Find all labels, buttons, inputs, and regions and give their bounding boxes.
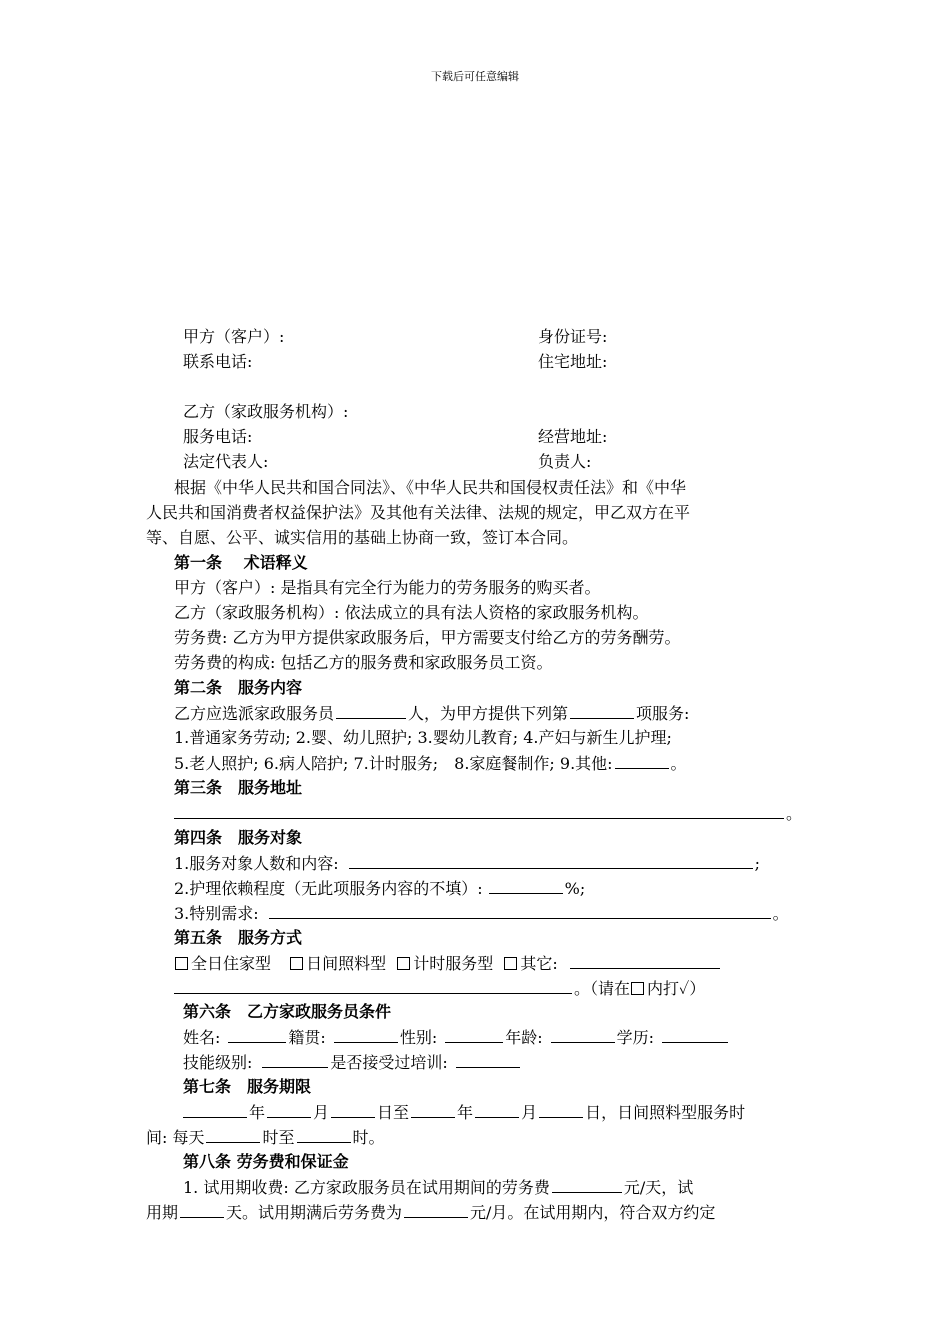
service-phone-label: 服务电话: xyxy=(183,427,253,446)
date-label: 月 xyxy=(313,1103,330,1122)
article-6-title: 第六条 乙方家政服务员条件 xyxy=(183,1002,392,1021)
gender-field[interactable] xyxy=(445,1025,503,1043)
service-mode-options xyxy=(174,951,722,976)
monthly-fee-field[interactable] xyxy=(404,1200,468,1218)
preamble-line-1: 根据《中华人民共和国合同法》、《中华人民共和国侵权责任法》和《中华 xyxy=(174,478,687,497)
other-mode-field[interactable] xyxy=(570,951,720,969)
age-label: 年龄: xyxy=(505,1028,543,1047)
date-label: 日，日间照料型服务时 xyxy=(585,1103,746,1122)
person-in-charge-label: 负责人: xyxy=(538,452,592,471)
time-label: 间: 每天 xyxy=(146,1128,205,1147)
date-label: 日至 xyxy=(377,1103,410,1122)
option-label: 全日住家型 xyxy=(191,954,272,973)
service-address-line xyxy=(174,801,802,826)
education-field[interactable] xyxy=(662,1025,728,1043)
checkbox-live-in[interactable] xyxy=(175,957,188,970)
service-items-field[interactable] xyxy=(570,701,634,719)
contact-phone-label: 联系电话: xyxy=(183,352,253,371)
article-4-text: 1.服务对象人数和内容: xyxy=(174,854,339,873)
name-label: 姓名: xyxy=(183,1028,221,1047)
trained-label: 是否接受过培训: xyxy=(330,1053,448,1072)
party-b-label: 乙方（家政服务机构）: xyxy=(183,402,349,421)
id-number-label: 身份证号: xyxy=(538,327,608,346)
name-field[interactable] xyxy=(228,1025,286,1043)
skill-level-label: 技能级别: xyxy=(183,1053,253,1072)
skill-level-field[interactable] xyxy=(262,1050,328,1068)
legal-representative-label: 法定代表人: xyxy=(183,452,269,471)
start-day-field[interactable] xyxy=(331,1100,375,1118)
date-label: 年 xyxy=(457,1103,474,1122)
trial-days-field[interactable] xyxy=(180,1200,224,1218)
business-address-label: 经营地址: xyxy=(538,427,608,446)
start-hour-field[interactable] xyxy=(206,1125,260,1143)
checkbox-hourly[interactable] xyxy=(397,957,410,970)
article-4-text: 3.特别需求: xyxy=(174,904,259,923)
article-7-line-2 xyxy=(146,1125,385,1150)
end-year-field[interactable] xyxy=(411,1100,455,1118)
checkbox-other[interactable] xyxy=(504,957,517,970)
fee-text: 元/月。在试用期内，符合双方约定 xyxy=(470,1203,716,1222)
article-2-line-3 xyxy=(174,751,687,776)
article-4-text: %; xyxy=(564,879,586,898)
note-text: 内打✓） xyxy=(647,979,706,998)
article-4-text: ; xyxy=(754,854,761,873)
article-2-text: 人，为甲方提供下列第 xyxy=(408,704,569,723)
party-a-label: 甲方（客户）: xyxy=(183,327,285,346)
checkbox-icon xyxy=(631,982,644,995)
article-7-title: 第七条 服务期限 xyxy=(183,1077,312,1096)
article-1-title: 第一条 术语释义 xyxy=(174,553,308,572)
trained-field[interactable] xyxy=(456,1050,520,1068)
time-label: 时。 xyxy=(352,1128,385,1147)
article-2-text: 乙方应选派家政服务员 xyxy=(174,704,335,723)
article-8-title: 第八条 劳务费和保证金 xyxy=(183,1152,349,1171)
article-5-title: 第五条 服务方式 xyxy=(174,928,303,947)
article-4-text: 。 xyxy=(772,904,789,923)
article-4-text: 2.护理依赖程度（无此项服务内容的不填）: xyxy=(174,879,483,898)
gender-label: 性别: xyxy=(399,1028,438,1047)
article-8-line-1 xyxy=(183,1175,693,1200)
article-2-line-1 xyxy=(174,701,689,726)
article-1-line-2: 乙方（家政服务机构）: 依法成立的具有法人资格的家政服务机构。 xyxy=(174,603,649,622)
date-label: 月 xyxy=(521,1103,538,1122)
special-needs-field[interactable] xyxy=(269,901,771,919)
date-label: 年 xyxy=(249,1103,266,1122)
staff-count-field[interactable] xyxy=(336,701,406,719)
article-2-line-2: 1.普通家务劳动; 2.婴、幼儿照护; 3.婴幼儿教育; 4.产妇与新生儿护理; xyxy=(174,728,672,747)
article-2-text: 项服务: xyxy=(636,704,690,723)
article-3-title: 第三条 服务地址 xyxy=(174,778,303,797)
article-4-line-3 xyxy=(174,901,789,926)
page-header-note: 下载后可任意编辑 xyxy=(431,70,519,83)
origin-label: 籍贯: xyxy=(288,1028,326,1047)
note-text: 。（请在 xyxy=(574,979,631,998)
home-address-label: 住宅地址: xyxy=(538,352,608,371)
education-label: 学历: xyxy=(616,1028,655,1047)
article-1-line-4: 劳务费的构成: 包括乙方的服务费和家政服务员工资。 xyxy=(174,653,553,672)
article-6-line-2 xyxy=(183,1050,522,1075)
article-8-line-2 xyxy=(146,1200,715,1225)
article-2-text: 5.老人照护; 6.病人陪护; 7.计时服务; 8.家庭餐制作; 9.其他: xyxy=(174,754,613,773)
option-label: 计时服务型 xyxy=(413,954,494,973)
article-7-line-1 xyxy=(183,1100,745,1125)
preamble-line-2: 人民共和国消费者权益保护法》及其他有关法律、法规的规定，甲乙双方在平 xyxy=(146,503,691,522)
start-year-field[interactable] xyxy=(183,1100,247,1118)
fee-text: 1. 试用期收费: 乙方家政服务员在试用期间的劳务费 xyxy=(183,1178,550,1197)
end-hour-field[interactable] xyxy=(297,1125,351,1143)
start-month-field[interactable] xyxy=(267,1100,311,1118)
preamble-line-3: 等、自愿、公平、诚实信用的基础上协商一致，签订本合同。 xyxy=(146,528,579,547)
article-4-title: 第四条 服务对象 xyxy=(174,828,303,847)
other-service-field[interactable] xyxy=(615,751,669,769)
article-6-line-1 xyxy=(183,1025,730,1050)
checkbox-daytime-care[interactable] xyxy=(290,957,303,970)
trial-daily-fee-field[interactable] xyxy=(552,1175,622,1193)
article-4-line-1 xyxy=(174,851,760,876)
article-3-text: 。 xyxy=(786,804,803,823)
fee-text: 用期 xyxy=(146,1203,179,1222)
end-day-field[interactable] xyxy=(539,1100,583,1118)
dependency-level-field[interactable] xyxy=(489,876,563,894)
service-mode-note xyxy=(174,976,705,1001)
option-label: 其它: xyxy=(520,954,558,973)
article-2-title: 第二条 服务内容 xyxy=(174,678,303,697)
service-recipients-field[interactable] xyxy=(349,851,753,869)
option-label: 日间照料型 xyxy=(306,954,387,973)
end-month-field[interactable] xyxy=(475,1100,519,1118)
article-2-text: 。 xyxy=(670,754,687,773)
origin-field[interactable] xyxy=(334,1025,398,1043)
fee-text: 天。试用期满后劳务费为 xyxy=(226,1203,403,1222)
age-field[interactable] xyxy=(551,1025,615,1043)
article-1-line-1: 甲方（客户）: 是指具有完全行为能力的劳务服务的购买者。 xyxy=(174,578,601,597)
service-address-field[interactable] xyxy=(174,801,784,819)
time-label: 时至 xyxy=(262,1128,295,1147)
article-4-line-2 xyxy=(174,876,585,901)
other-mode-continued-field[interactable] xyxy=(174,976,572,994)
article-1-line-3: 劳务费: 乙方为甲方提供家政服务后，甲方需要支付给乙方的劳务酬劳。 xyxy=(174,628,681,647)
fee-text: 元/天，试 xyxy=(623,1178,694,1197)
